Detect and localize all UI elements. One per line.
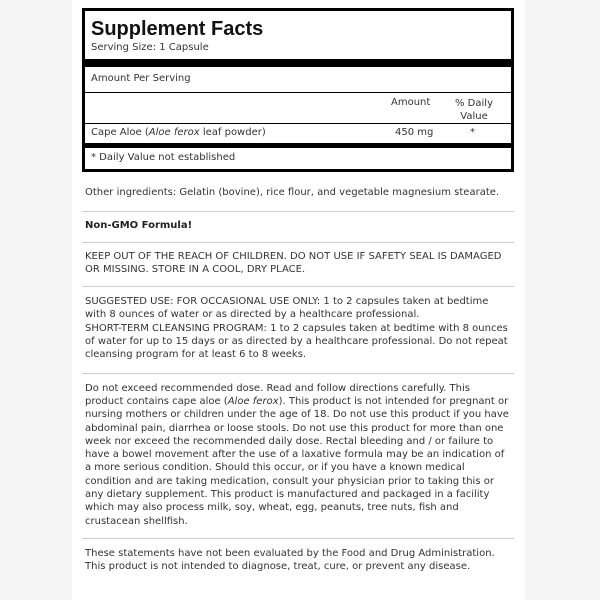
short-term-program: SHORT-TERM CLEANSING PROGRAM: 1 to 2 capsules taken at bedtime with 8 ounces of water for up to 15 days or as directed by a healthcare professional. Do not repeat cleansing program for at least 6 to 8 weeks.: [85, 322, 508, 361]
facts-title: Supplement Facts: [91, 18, 264, 40]
caution-part-2: ). This product is not intended for pregnant or nursing mothers or children under the age of 18. Do not use this product if you have abdominal pain, diarrhea or loose stools. Do not use this product for more than one week nor exceed the recommended daily dose. Rectal bleeding and / or failure to have a bowel movement after the use of a laxative formula may be an indication of a more serious condition. Should this occur, or if you have a known medical condition and are taking medication, consult your physician prior to taking this or any dietary supplement. This product is manufactured and packaged in a facility which may also process milk, soy, wheat, egg, peanuts, tree nuts, fish and crustacean shellfish.: [85, 395, 509, 527]
column-daily-value: [450, 97, 498, 123]
ingredient-name: [91, 127, 266, 138]
suggested-use: SUGGESTED USE: FOR OCCASIONAL USE ONLY: 1 to 2 capsules taken at bedtime with 8 ounces of water or as directed by a healthcare professional.: [85, 296, 489, 321]
caution-part-1: Do not exceed recommended dose. Read and follow directions carefully. This product contains cape aloe (: [85, 382, 470, 407]
label-sheet: [82, 8, 514, 574]
column-headers: [85, 93, 511, 124]
serving-size: Serving Size: 1 Capsule: [85, 39, 511, 67]
amount-per-serving: Amount Per Serving: [85, 67, 511, 93]
ingredient-row: [85, 124, 511, 148]
ingredient-latin-name: Aloe ferox: [148, 127, 200, 138]
non-gmo-statement: Non-GMO Formula!: [85, 220, 193, 232]
column-amount: Amount: [391, 97, 431, 108]
column-daily-value-line1: % Daily: [455, 98, 493, 109]
ingredient-name-prefix: Cape Aloe (: [91, 127, 149, 138]
supplement-facts-panel: [82, 8, 514, 172]
caution-latin-name: Aloe ferox: [227, 395, 279, 407]
daily-value-footnote: * Daily Value not established: [91, 152, 236, 163]
other-ingredients: Other ingredients: Gelatin (bovine), rice flour, and vegetable magnesium stearate.: [85, 187, 500, 198]
left-margin: [0, 0, 72, 600]
right-margin: [525, 0, 600, 600]
ingredient-amount: 450 mg: [395, 127, 434, 138]
keep-out-warning: KEEP OUT OF THE REACH OF CHILDREN. DO NOT USE IF SAFETY SEAL IS DAMAGED OR MISSING. STORE IN A COOL, DRY PLACE.: [85, 250, 502, 275]
column-daily-value-line2: Value: [460, 111, 488, 122]
caution-text: [82, 382, 514, 528]
fda-disclaimer: These statements have not been evaluated by the Food and Drug Administration. This product is not intended to diagnose, treat, cure, or prevent any disease.: [85, 547, 495, 573]
ingredient-daily-value: *: [470, 127, 475, 138]
ingredient-name-suffix: leaf powder): [199, 127, 266, 138]
